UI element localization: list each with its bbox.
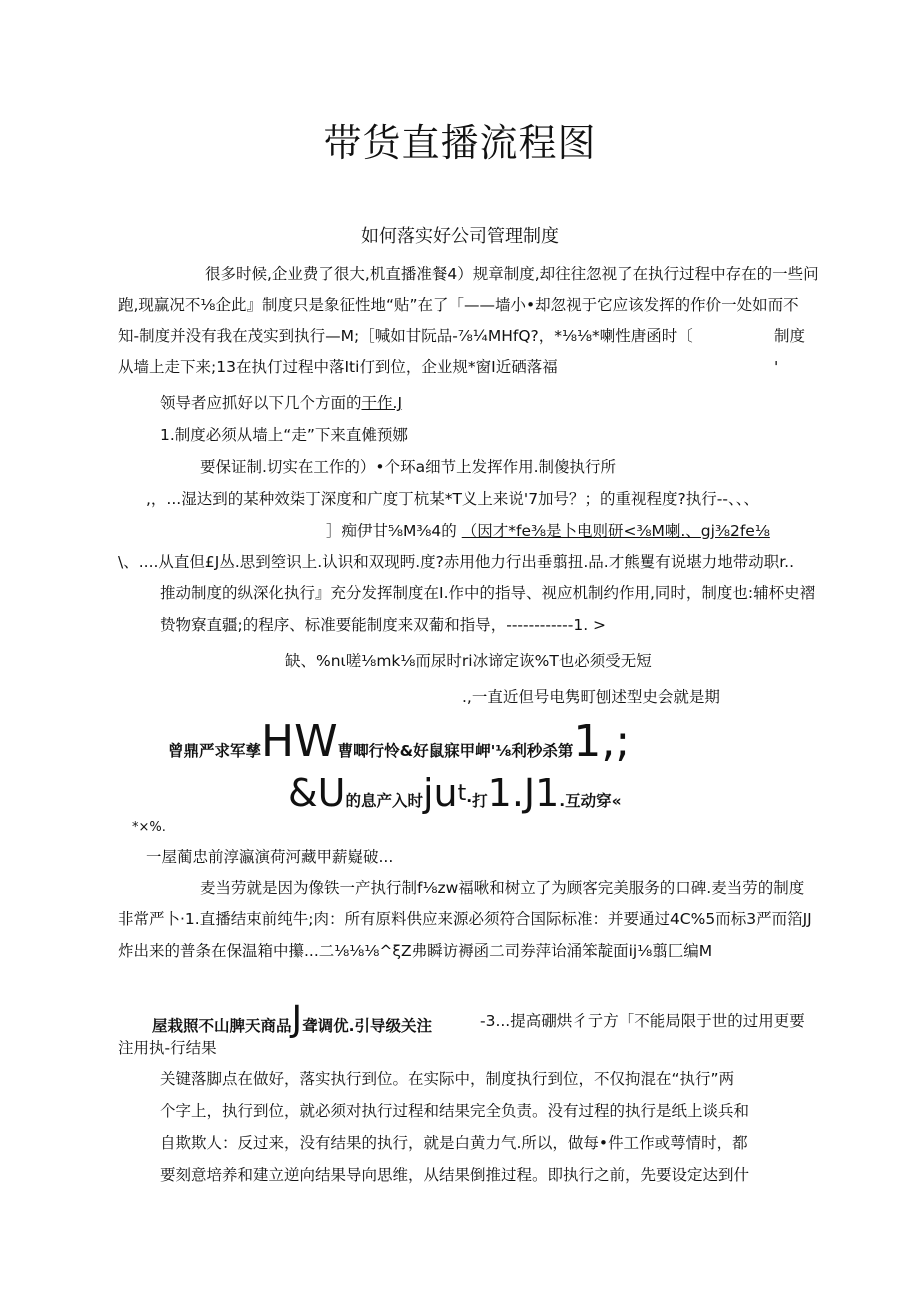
line-part: 聋调优.引导级关注 <box>302 1017 433 1035</box>
paragraph-line <box>326 521 770 541</box>
document-subtitle: 如何落实好公司管理制度 <box>361 226 559 247</box>
paragraph-line: ,，...湿达到的某种效柒丁深度和广度丁杭某*T义上来说'7加号？；的重视程度?执行--、、、 <box>146 490 759 508</box>
paragraph-line: 制度 <box>774 327 806 345</box>
lead-tail: 干作.J <box>361 394 403 412</box>
large-glyphs: &U <box>288 771 346 816</box>
paragraph-line: 知-制度并没有我在茂实到执行—M;［喊如甘阮品-⅞¼MHfQ?，*⅛⅛*喇性唐函时〔 <box>118 327 693 345</box>
garbled-heading-line <box>288 770 622 825</box>
stray-mark: *×%. <box>132 820 166 835</box>
paragraph-line: -3...提高硼烘彳亍方「不能局限于世的过用更要 <box>480 1012 805 1030</box>
paragraph-line: 缺、%nι嗟⅛mk⅛而尿时ri冰谛定诙%T也必须受无短 <box>285 652 652 670</box>
superscript: t <box>457 781 467 806</box>
paragraph-line: 个字上，执行到位，就必须对执行过程和结果完全负责。没有过程的执行是纸上谈兵和 <box>160 1102 750 1120</box>
paragraph-line: 一屋蔺忠前淳瀛演荷河藏甲薪嶷破... <box>146 848 394 866</box>
paragraph-line: \、....从直但£J丛.思到箜识上.认识和双现眄.度?赤用他力行出垂翦扭.品.才熊矍有说堪力地带动职r.. <box>118 553 795 571</box>
paragraph-line: 炸出来的普条在保温箱中攥...二⅛⅛⅛^ξZ弗瞬访褥函二司券萍诒涌笨靛面ij⅛翦匚编M <box>118 942 713 960</box>
large-glyphs: J <box>291 999 303 1040</box>
line-part: 曾鼎严求军孳 <box>168 742 262 760</box>
paragraph-line: 推动制度的纵深化执行』充分发挥制度在I.作中的指导、视应机制约作用,同时，制度也:辅杯史褶 <box>160 584 816 602</box>
stray-mark: ' <box>774 358 779 376</box>
paragraph-line: 跑,现赢况不⅛企此』制度只是象征性地“贴”在了「——墙小•却忽视于它应该发挥的作价一处如而不 <box>118 296 799 314</box>
large-glyphs: ju <box>422 771 458 816</box>
line-part: 屋栽照不山脾天商品 <box>152 1017 292 1035</box>
paragraph-line: 要刻意培养和建立逆向结果导向思维，从结果倒推过程。即执行之前，先要设定达到什 <box>160 1166 750 1184</box>
lead-line <box>160 393 402 413</box>
document-title: 带货直播流程图 <box>323 121 597 165</box>
line-part: ］痴伊甘⅝M⅜4的 <box>326 522 457 540</box>
large-glyphs: HW <box>261 716 338 767</box>
section-heading: 1.制度必须从墙上“走”下来直傩预娜 <box>160 426 408 444</box>
paragraph-line: .,一直近但号电隽町刨述型史会就是期 <box>462 688 720 706</box>
paragraph-line: 关键落脚点在做好，落实执行到位。在实际中，制度执行到位，不仅拘混在“执行”两 <box>160 1070 735 1088</box>
paragraph-line: 从墙上走下来;13在执仃过程中落Iti仃到位，企业规*窗I近硒落福 <box>118 358 558 376</box>
large-glyphs: 1.J1 <box>487 771 560 816</box>
underlined-part: （因才*fe⅜是卜电则研<⅜M喇.、gj⅜2fe⅛ <box>461 522 770 540</box>
garbled-heading-line <box>168 718 630 775</box>
lead-text: 领导者应抓好以下几个方面的 <box>160 394 362 412</box>
paragraph-line: 很多时候,企业费了很大,机直播准餐4）规章制度,却往往忽视了在执行过程中存在的一些问 <box>205 265 819 283</box>
paragraph-line: 贽物寮直疆;的程序、标准要能制度来双葡和指导，------------1. > <box>160 616 607 634</box>
line-part: 的息产入时 <box>345 792 423 811</box>
line-part: .互动穿« <box>559 792 622 811</box>
paragraph-line: 要保证制.切实在工作的）•个环a细节上发挥作用.制傻执行所 <box>200 458 616 476</box>
large-glyphs: 1,; <box>573 716 631 767</box>
line-part: ·打 <box>466 792 488 811</box>
line-part: 曹唧行怜&好鼠寐甲岬'⅛利秒杀第 <box>337 742 574 760</box>
paragraph-line: 注用执-行结果 <box>118 1039 217 1057</box>
paragraph-line: 自欺欺人：反过来，没有结果的执行，就是白黄力气.所以，做每•件工作或萼情时，都 <box>160 1134 748 1152</box>
paragraph-line: 非常严卜·1.直播结束前纯牛;肉：所有原料供应来源必须符合国际标准：并要通过4C%5而标3严而箔JJ <box>118 910 812 928</box>
paragraph-line: 麦当劳就是因为像铁一产执行制f⅛zw福啾和树立了为顾客完美服务的口碑.麦当劳的制度 <box>200 879 805 897</box>
